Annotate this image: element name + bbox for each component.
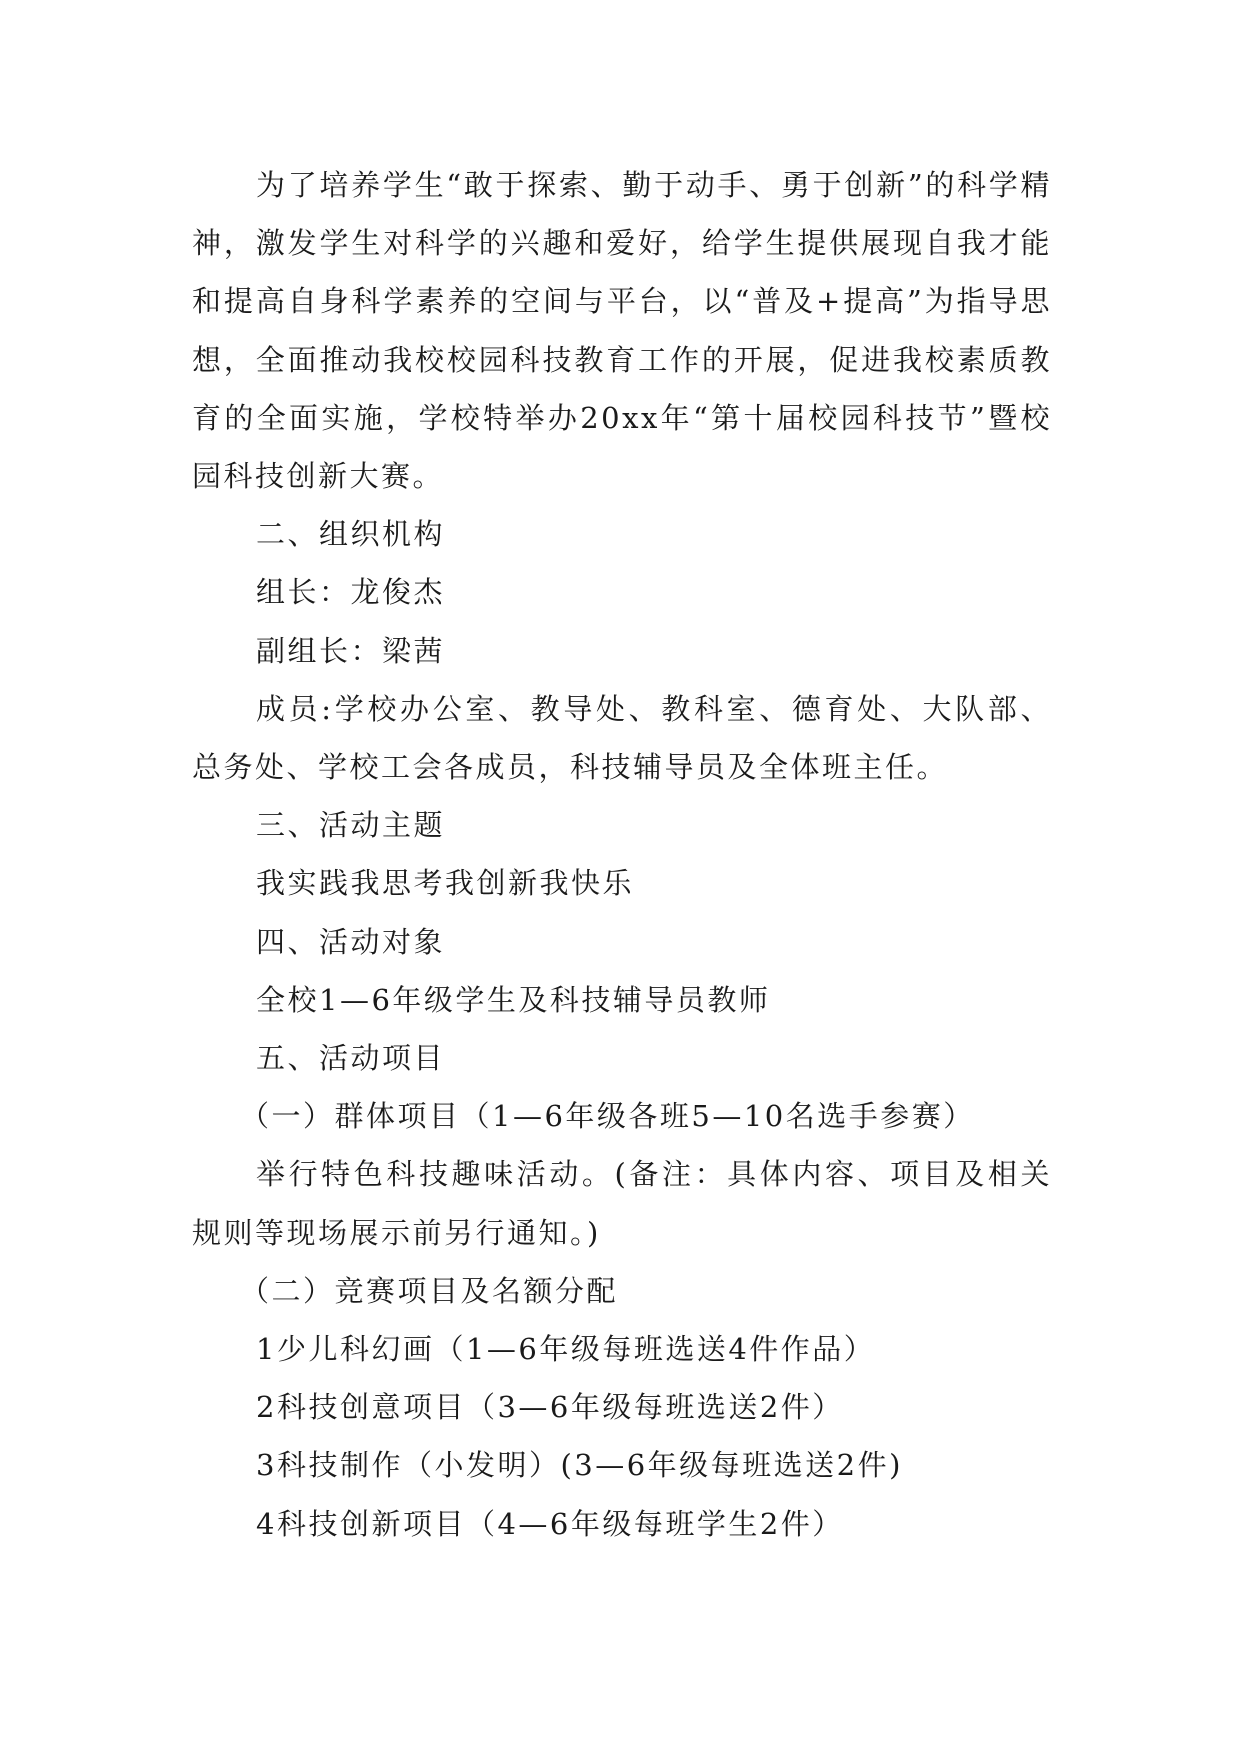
document-body bbox=[192, 156, 1052, 1553]
section-heading-projects: 五、活动项目 bbox=[256, 1041, 446, 1076]
section-heading-organization: 二、组织机构 bbox=[256, 517, 446, 552]
list-item: 4科技创新项目（4—6年级每班学生2件） bbox=[256, 1506, 844, 1541]
competition-projects-heading: （二）竞赛项目及名额分配 bbox=[240, 1273, 619, 1308]
group-projects-heading: （一）群体项目（1—6年级各班5—10名选手参赛） bbox=[240, 1099, 975, 1134]
theme-line: 我实践我思考我创新我快乐 bbox=[256, 866, 635, 901]
list-item: 2科技创意项目（3—6年级每班选送2件） bbox=[256, 1390, 844, 1425]
members-paragraph: 成员:学校办公室、教导处、教科室、德育处、大队部、总务处、学校工会各成员，科技辅导员及全体班主任。 bbox=[192, 691, 1052, 785]
section-heading-target: 四、活动对象 bbox=[256, 924, 446, 959]
deputy-leader-line: 副组长：梁茜 bbox=[256, 633, 446, 668]
target-line: 全校1—6年级学生及科技辅导员教师 bbox=[256, 982, 771, 1017]
group-leader-line: 组长：龙俊杰 bbox=[256, 575, 446, 610]
group-projects-paragraph: 举行特色科技趣味活动。(备注：具体内容、项目及相关规则等现场展示前另行通知。) bbox=[192, 1157, 1052, 1250]
section-heading-theme: 三、活动主题 bbox=[256, 808, 446, 843]
list-item: 3科技制作（小发明）(3—6年级每班选送2件) bbox=[256, 1448, 903, 1483]
list-item: 1少儿科幻画（1—6年级每班选送4件作品） bbox=[256, 1332, 876, 1367]
intro-paragraph: 为了培养学生“敢于探索、勤于动手、勇于创新”的科学精神，激发学生对科学的兴趣和爱好，给学生提供展现自我才能和提高自身科学素养的空间与平台，以“普及+提高”为指导思想，全面推动我校校园科技教育工作的开展，促进我校素质教育的全面实施，学校特举办20xx年“第十届校园科技节”暨校园科技创新大赛。 bbox=[192, 168, 1052, 494]
